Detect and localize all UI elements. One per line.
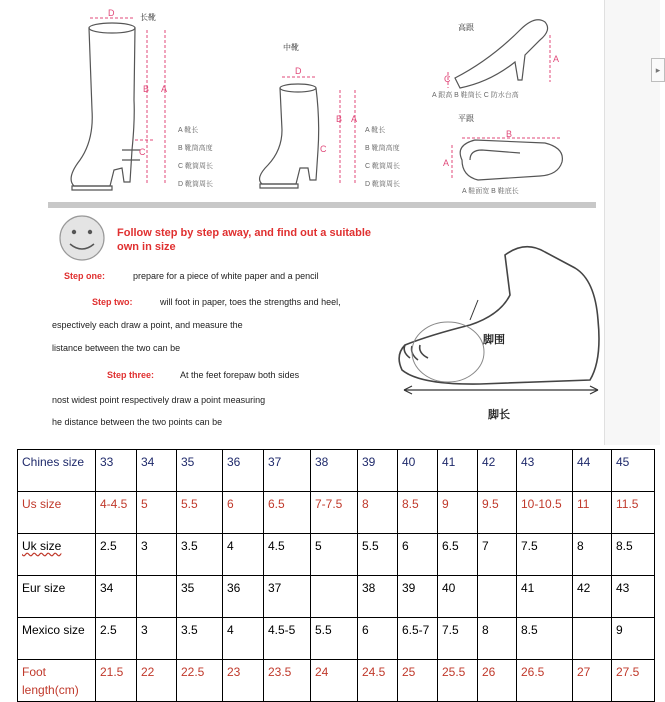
size-cell: 8.5 [517,618,573,660]
instruction-intro-line2: own in size [117,241,176,253]
row-label-text: Foot length(cm) [22,665,79,697]
size-cell: 7-7.5 [311,492,358,534]
mid-boot-drawing [260,84,319,188]
high-heel-letter-a: A [553,54,560,64]
high-heel-title: 高跟 [458,23,474,32]
row-label [18,492,96,534]
table-row [18,660,655,702]
size-cell: 9 [612,618,655,660]
size-cell [137,576,177,618]
size-cell: 6 [398,534,438,576]
row-label [18,660,96,702]
step-one-text: prepare for a piece of white paper and a pencil [133,271,319,281]
size-cell: 24 [311,660,358,702]
size-cell: 3 [137,534,177,576]
size-cell: 22.5 [177,660,223,702]
tall-boot-legend-d: D 靴筒周长 [178,181,213,188]
size-cell: 36 [223,576,264,618]
row-label [18,618,96,660]
mid-boot-letter-a: A [351,114,358,124]
size-cell: 27.5 [612,660,655,702]
size-cell: 44 [573,450,612,492]
size-cell: 42 [478,450,517,492]
size-cell: 8.5 [612,534,655,576]
size-cell: 33 [96,450,137,492]
flat-heel-title: 平跟 [458,114,474,123]
flat-heel-drawing [460,140,562,180]
size-cell: 6.5-7 [398,618,438,660]
size-cell: 39 [398,576,438,618]
size-cell: 4 [223,534,264,576]
size-chart-table [17,449,655,702]
size-cell: 39 [358,450,398,492]
size-cell: 26 [478,660,517,702]
size-cell: 34 [96,576,137,618]
size-cell: 2.5 [96,534,137,576]
size-cell: 22 [137,660,177,702]
step-two-text: will foot in paper, toes the strengths and heel, [160,297,341,307]
size-cell: 3.5 [177,618,223,660]
size-cell: 11.5 [612,492,655,534]
size-cell: 37 [264,450,311,492]
step-two-cont2: listance between the two can be [52,343,181,353]
table-row [18,618,655,660]
size-cell: 7.5 [517,534,573,576]
size-cell: 27 [573,660,612,702]
size-cell: 11 [573,492,612,534]
size-cell: 23 [223,660,264,702]
size-cell: 9.5 [478,492,517,534]
size-cell: 4.5-5 [264,618,311,660]
step-three-cont2: he distance between the two points can be [52,417,223,427]
row-label-text: Chines size [22,455,85,469]
tall-boot-drawing [71,23,140,190]
size-cell: 7 [478,534,517,576]
size-cell: 8 [573,534,612,576]
size-cell: 5.5 [358,534,398,576]
tall-boot-letter-a: A [161,84,168,94]
high-heel-legend: A 跟高 B 鞋筒长 C 防水台高 [432,92,519,99]
size-cell: 36 [223,450,264,492]
size-cell: 26.5 [517,660,573,702]
size-cell: 38 [311,450,358,492]
foot-drawing [399,247,599,394]
size-cell: 38 [358,576,398,618]
size-cell: 25 [398,660,438,702]
instruction-intro-line1: Follow step by step away, and find out a suitable [117,227,372,239]
tall-boot-letter-c: C [139,147,146,157]
mid-boot-legend-d: D 靴筒周长 [365,181,400,188]
flat-heel-letter-b: B [506,129,513,139]
row-label-text: Us size [22,497,62,511]
mid-boot-legend-c: C 靴筒周长 [365,163,400,170]
row-label [18,534,96,576]
size-cell: 25.5 [438,660,478,702]
size-cell: 7.5 [438,618,478,660]
mid-boot-letter-d: D [295,66,302,76]
size-cell: 5 [311,534,358,576]
size-cell: 6 [358,618,398,660]
size-cell [311,576,358,618]
size-cell: 10-10.5 [517,492,573,534]
size-cell: 40 [398,450,438,492]
size-cell: 8 [358,492,398,534]
table-row [18,450,655,492]
size-cell: 4 [223,618,264,660]
tall-boot-legend-b: B 靴筒高度 [178,145,213,152]
mid-boot-title: 中靴 [283,43,299,52]
tall-boot-letter-d: D [108,8,115,18]
size-cell: 23.5 [264,660,311,702]
foot-girth-label: 脚围 [483,334,505,346]
size-cell: 4-4.5 [96,492,137,534]
row-label-text: Mexico size [22,623,85,637]
row-label [18,450,96,492]
size-cell: 6.5 [438,534,478,576]
size-cell: 6.5 [264,492,311,534]
step-two-label: Step two: [92,297,133,307]
table-row [18,492,655,534]
size-cell: 5.5 [311,618,358,660]
row-label [18,576,96,618]
mid-boot-letter-b: B [336,114,343,124]
scroll-right-icon[interactable]: ▸ [651,58,665,82]
tall-boot-legend-c: C 靴筒周长 [178,163,213,170]
step-three-cont1: nost widest point respectively draw a point measuring [52,395,266,405]
row-label-text: Eur size [22,581,66,595]
size-cell: 5.5 [177,492,223,534]
size-cell: 8 [478,618,517,660]
size-cell: 37 [264,576,311,618]
size-cell: 3.5 [177,534,223,576]
size-cell [478,576,517,618]
tall-boot-legend-a: A 靴长 [178,127,199,134]
step-one-label: Step one: [64,271,106,281]
mid-boot-legend-b: B 靴筒高度 [365,145,400,152]
flat-heel-legend: A 鞋面宽 B 鞋底长 [462,188,519,195]
tall-boot-title: 长靴 [140,13,156,22]
size-cell: 40 [438,576,478,618]
size-cell: 8.5 [398,492,438,534]
size-cell: 2.5 [96,618,137,660]
mid-boot-letter-c: C [320,144,327,154]
row-label-text: Uk size [22,539,62,553]
foot-length-label: 脚长 [488,409,510,421]
size-cell: 35 [177,576,223,618]
smiley-icon [60,216,104,260]
size-cell: 21.5 [96,660,137,702]
mid-boot-legend-a: A 靴长 [365,127,386,134]
table-row [18,534,655,576]
size-cell: 42 [573,576,612,618]
size-cell: 43 [612,576,655,618]
size-cell: 35 [177,450,223,492]
size-cell: 9 [438,492,478,534]
size-cell: 41 [517,576,573,618]
size-cell: 4.5 [264,534,311,576]
size-cell: 43 [517,450,573,492]
size-cell: 24.5 [358,660,398,702]
flat-heel-letter-a: A [443,158,450,168]
step-three-label: Step three: [107,370,155,380]
size-cell [573,618,612,660]
size-cell: 6 [223,492,264,534]
size-cell: 41 [438,450,478,492]
size-cell: 34 [137,450,177,492]
tall-boot-letter-b: B [143,84,150,94]
size-cell: 5 [137,492,177,534]
step-two-cont1: espectively each draw a point, and measure the [52,320,243,330]
high-heel-letter-c: C [444,74,451,84]
size-cell: 45 [612,450,655,492]
table-row [18,576,655,618]
step-three-text: At the feet forepaw both sides [180,370,300,380]
size-cell: 3 [137,618,177,660]
